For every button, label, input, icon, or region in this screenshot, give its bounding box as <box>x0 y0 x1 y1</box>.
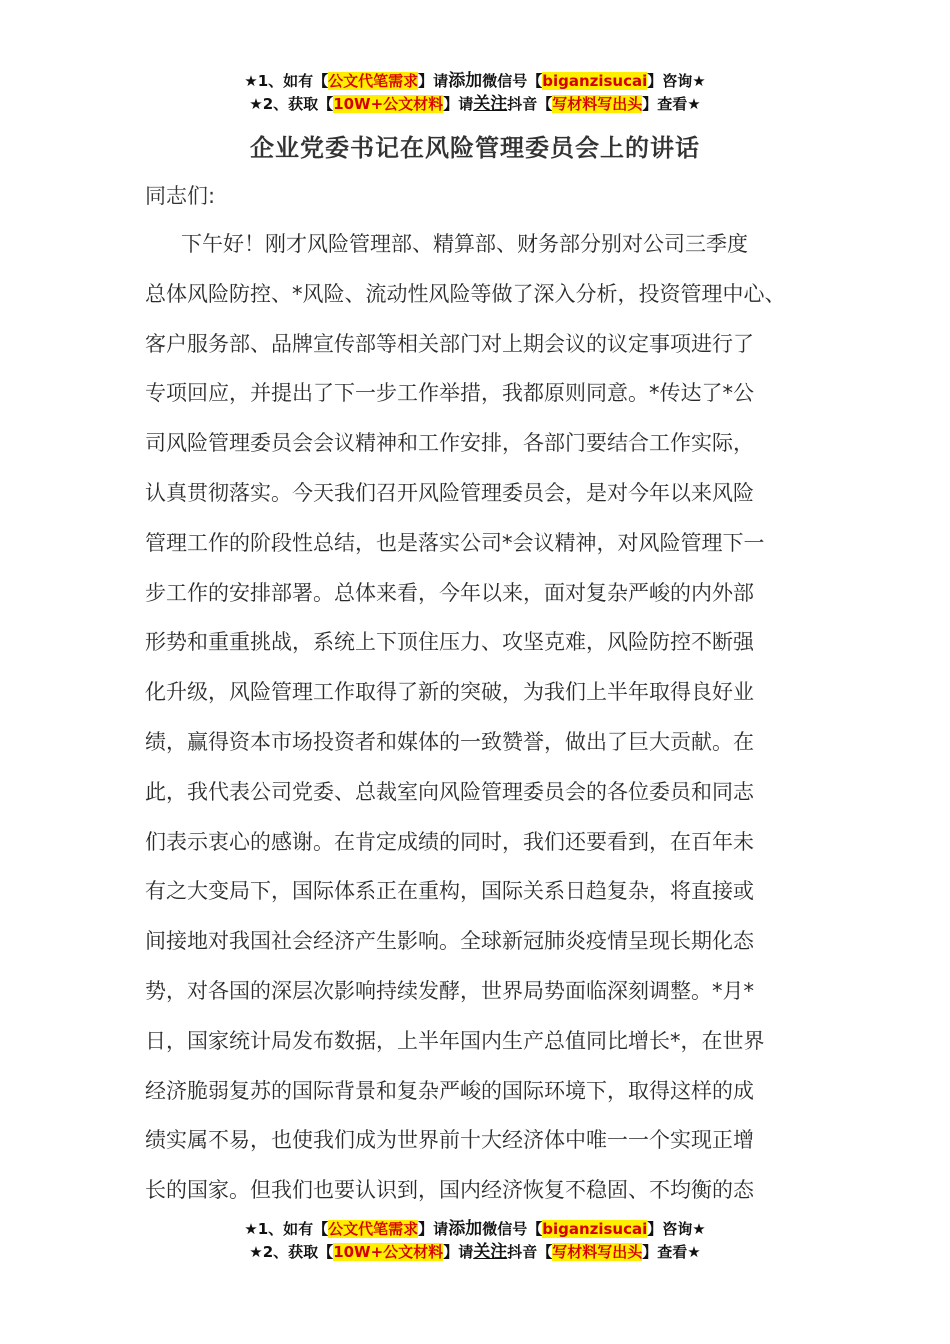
banner-text: 微信号【 <box>482 1220 543 1238</box>
body-line: 长的国家。但我们也要认识到，国内经济恢复不稳固、不均衡的态 <box>145 1178 754 1203</box>
banner-text: 】请 <box>443 1243 474 1261</box>
banner-text: ★1、如有【 <box>244 72 329 90</box>
banner-highlight: 10W+公文材料 <box>333 95 444 113</box>
body-line: 形势和重重挑战，系统上下顶住压力、攻坚克难，风险防控不断强 <box>145 630 754 655</box>
body-line: 经济脆弱复苏的国际背景和复杂严峻的国际环境下，取得这样的成 <box>145 1078 754 1103</box>
greeting: 同志们: <box>145 184 216 208</box>
banner-emphasis: 添加 <box>448 1219 483 1239</box>
body-line: 总体风险防控、*风险、流动性风险等做了深入分析，投资管理中心、 <box>145 281 786 306</box>
body-line: 日，国家统计局发布数据，上半年国内生产总值同比增长*，在世界 <box>145 1028 765 1053</box>
body-line: 绩，赢得资本市场投资者和媒体的一致赞誉，做出了巨大贡献。在 <box>145 729 754 754</box>
body-line: 此，我代表公司党委、总裁室向风险管理委员会的各位委员和同志 <box>145 779 754 804</box>
body-line: 势，对各国的深层次影响持续发酵，世界局势面临深刻调整。*月* <box>145 978 754 1003</box>
banner-text: 抖音【 <box>507 95 553 113</box>
banner-text: 微信号【 <box>482 72 543 90</box>
banner-emphasis: 添加 <box>448 71 483 91</box>
banner-text: 】咨询★ <box>647 1220 706 1238</box>
banner-text: 】咨询★ <box>647 72 706 90</box>
header-banner-line1 <box>0 70 950 93</box>
footer-banner-line2 <box>0 1241 950 1264</box>
banner-text: 】请 <box>418 72 449 90</box>
body-line: 下午好！刚才风险管理部、精算部、财务部分别对公司三季度 <box>181 232 748 256</box>
body-line: 专项回应，并提出了下一步工作举措，我都原则同意。*传达了*公 <box>145 381 754 406</box>
banner-highlight: 公文代笔需求 <box>328 72 419 90</box>
body-line: 绩实属不易，也使我们成为世界前十大经济体中唯一一个实现正增 <box>145 1128 754 1153</box>
banner-emphasis: 关注 <box>473 94 508 114</box>
footer-banner-line1 <box>0 1218 950 1241</box>
banner-highlight: 10W+公文材料 <box>333 1243 444 1261</box>
douyin-highlight: 写材料写出头 <box>552 95 643 113</box>
body-line: 间接地对我国社会经济产生影响。全球新冠肺炎疫情呈现长期化态 <box>145 929 754 954</box>
body-line: 有之大变局下，国际体系正在重构，国际关系日趋复杂，将直接或 <box>145 879 754 904</box>
body-line: 们表示衷心的感谢。在肯定成绩的同时，我们还要看到，在百年未 <box>145 829 754 854</box>
document-body <box>145 220 810 1216</box>
body-line: 司风险管理委员会会议精神和工作安排，各部门要结合工作实际， <box>145 431 754 456</box>
header-banner-line2 <box>0 93 950 116</box>
banner-text: 】查看★ <box>642 95 701 113</box>
banner-text: ★2、获取【 <box>249 95 334 113</box>
document-title: 企业党委书记在风险管理委员会上的讲话 <box>250 134 700 162</box>
douyin-highlight: 写材料写出头 <box>552 1243 643 1261</box>
banner-text: 】请 <box>443 95 474 113</box>
banner-text: 抖音【 <box>507 1243 553 1261</box>
body-line: 化升级，风险管理工作取得了新的突破，为我们上半年取得良好业 <box>145 680 754 705</box>
body-line: 客户服务部、品牌宣传部等相关部门对上期会议的议定事项进行了 <box>145 331 754 356</box>
banner-text: 】请 <box>418 1220 449 1238</box>
banner-emphasis: 关注 <box>473 1242 508 1262</box>
body-line: 步工作的安排部署。总体来看，今年以来，面对复杂严峻的内外部 <box>145 580 754 605</box>
banner-text: 】查看★ <box>642 1243 701 1261</box>
body-line: 管理工作的阶段性总结，也是落实公司*会议精神，对风险管理下一 <box>145 530 765 555</box>
header-banner <box>0 70 950 116</box>
banner-text: ★2、获取【 <box>249 1243 334 1261</box>
banner-text: ★1、如有【 <box>244 1220 329 1238</box>
body-line: 认真贯彻落实。今天我们召开风险管理委员会，是对今年以来风险 <box>145 480 754 505</box>
footer-banner <box>0 1218 950 1264</box>
wechat-id-highlight: biganzisucai <box>542 72 648 90</box>
banner-highlight: 公文代笔需求 <box>328 1220 419 1238</box>
wechat-id-highlight: biganzisucai <box>542 1220 648 1238</box>
